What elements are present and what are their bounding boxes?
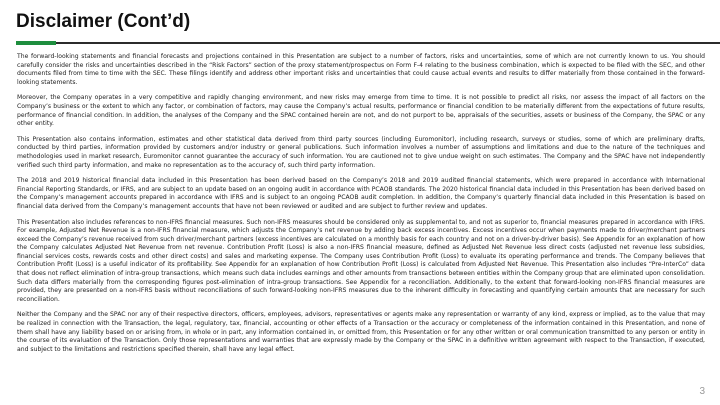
disclaimer-paragraph-non-ifrs: This Presentation also includes references to non-IFRS financial measures. Such non-IFRS measures should be considered only as supplemental to, and not as superior to, financial measures prepared in accordance with IFRS. For example, Adjusted Net Revenue is a non-IFRS financial measure, which adjusts the Company’s net revenue by adding back excess incentives. Excess incentives occur when payments made to driver/merchant partners exceed the Company’s revenue received from such driver/merchant partners (excess incentives are calculated on a monthly basis for each country and not on a driver-by-driver basis). See Appendix for an explanation of how the Company calculates Adjusted Net Revenue from net revenue. Contribution Profit (Loss) is also a non-IFRS financial measure, defined as Adjusted Net Revenue less direct costs (adjusted net revenue less subsidies, financial services costs, rewards costs and other direct costs) and sales and marketing expense. The Company uses Contribution Profit (Loss) to evaluate its operating performance and trends. The Company believes that Contribution Profit (Loss) is a useful indicator of its profitability. See Appendix for an explanation of how Contribution Profit (Loss) is calculated from Adjusted Net Revenue. This Presentation also includes “Pre-InterCo” data that does not reflect elimination of intra-group transactions, which means such data includes earnings and other amounts from transactions between entities within the Company group that are eliminated upon consolidation. Such data differs materially from the corresponding figures post-elimination of intra-group transactions. See Appendix for a reconciliation. Additionally, to the extent that forward-looking non-IFRS financial measures are provided, they are presented on a non-IFRS basis without reconciliations of such forward-looking non-IFRS measures due to the inherent difficulty in forecasting and quantifying certain amounts that are necessary for such reconciliation. <box>17 218 705 303</box>
page-number: 3 <box>699 386 705 397</box>
disclaimer-body <box>17 53 705 361</box>
disclaimer-paragraph-competition: Moreover, the Company operates in a very competitive and rapidly changing environment, and new risks may emerge from time to time. It is not possible to predict all risks, nor assess the impact of all factors on the Company’s business or the extent to which any factor, or combination of factors, may cause the Company’s actual results, performance or financial condition to be materially different from the expectations of future results, performance of financial condition. In addition, the analyses of the Company and the SPAC contained herein are not, and do not purport to be, appraisals of the securities, assets or business of the Company, the SPAC or any other entity. <box>17 94 705 128</box>
title-underline <box>0 42 720 44</box>
disclaimer-paragraph-historical-financials: The 2018 and 2019 historical financial data included in this Presentation has been derived based on the Company’s 2018 and 2019 audited financial statements, which were prepared in accordance with International Financial Reporting Standards, or IFRS, and are subject to an update based on an ongoing audit in accordance with PCAOB standards. The 2020 historical financial data included in this Presentation has been derived based on the Company’s management accounts prepared in accordance with IFRS and is subject to an ongoing PCAOB audit completion. In addition, the Company’s quarterly financial data included in this Presentation is based on financial data derived from the Company’s management accounts that have not been reviewed or audited and are subject to further review and updates. <box>17 177 705 210</box>
disclaimer-paragraph-no-warranty: Neither the Company and the SPAC nor any of their respective directors, officers, employees, advisors, representatives or agents make any representation or warranty of any kind, express or implied, as to the value that may be realized in connection with the Transaction, the legal, regulatory, tax, financial, accounting or other effects of a Transaction or the accuracy or completeness of the information contained in this Presentation, and none of them shall have any liability based on or arising from, in whole or in part, any information contained in, or omitted from, this Presentation or for any other written or oral communication transmitted to any person or entity in the course of its evaluation of the Transaction. Only those representations and warranties that are expressly made by the Company or the SPAC in a definitive written agreement with respect to the Transaction, if executed, and subject to the limitations and restrictions specified therein, shall have any legal effect. <box>17 311 705 353</box>
disclaimer-paragraph-third-party-data: This Presentation also contains information, estimates and other statistical data derived from third party sources (including Euromonitor), including research, surveys or studies, some of which are preliminary drafts, conducted by third parties, information provided by customers and/or industry or general publications. Such information involves a number of assumptions and limitations and due to the nature of the techniques and methodologies used in market research, Euromonitor cannot guarantee the accuracy of such information. You are cautioned not to give undue weight on such estimates. The Company and the SPAC have not independently verified such third party information, and make no representation as to the accuracy of, such third party information. <box>17 135 705 169</box>
page-title: Disclaimer (Cont’d) <box>16 11 191 32</box>
title-accent-bar <box>16 41 56 45</box>
title-rule <box>56 42 720 44</box>
disclaimer-paragraph-forward-looking: The forward-looking statements and financial forecasts and projections contained in this Presentation are subject to a number of factors, risks and uncertainties, some of which are not currently known to us. You should carefully consider the risks and uncertainties described in the “Risk Factors” section of the proxy statement/prospectus on Form F-4 relating to the business combination, which is expected to be filed with the SEC, and other documents filed from time to time with the SEC. These filings identify and address other important risks and uncertainties that could cause actual events and results to differ materially from those contained in the forward-looking statements. <box>17 53 705 86</box>
